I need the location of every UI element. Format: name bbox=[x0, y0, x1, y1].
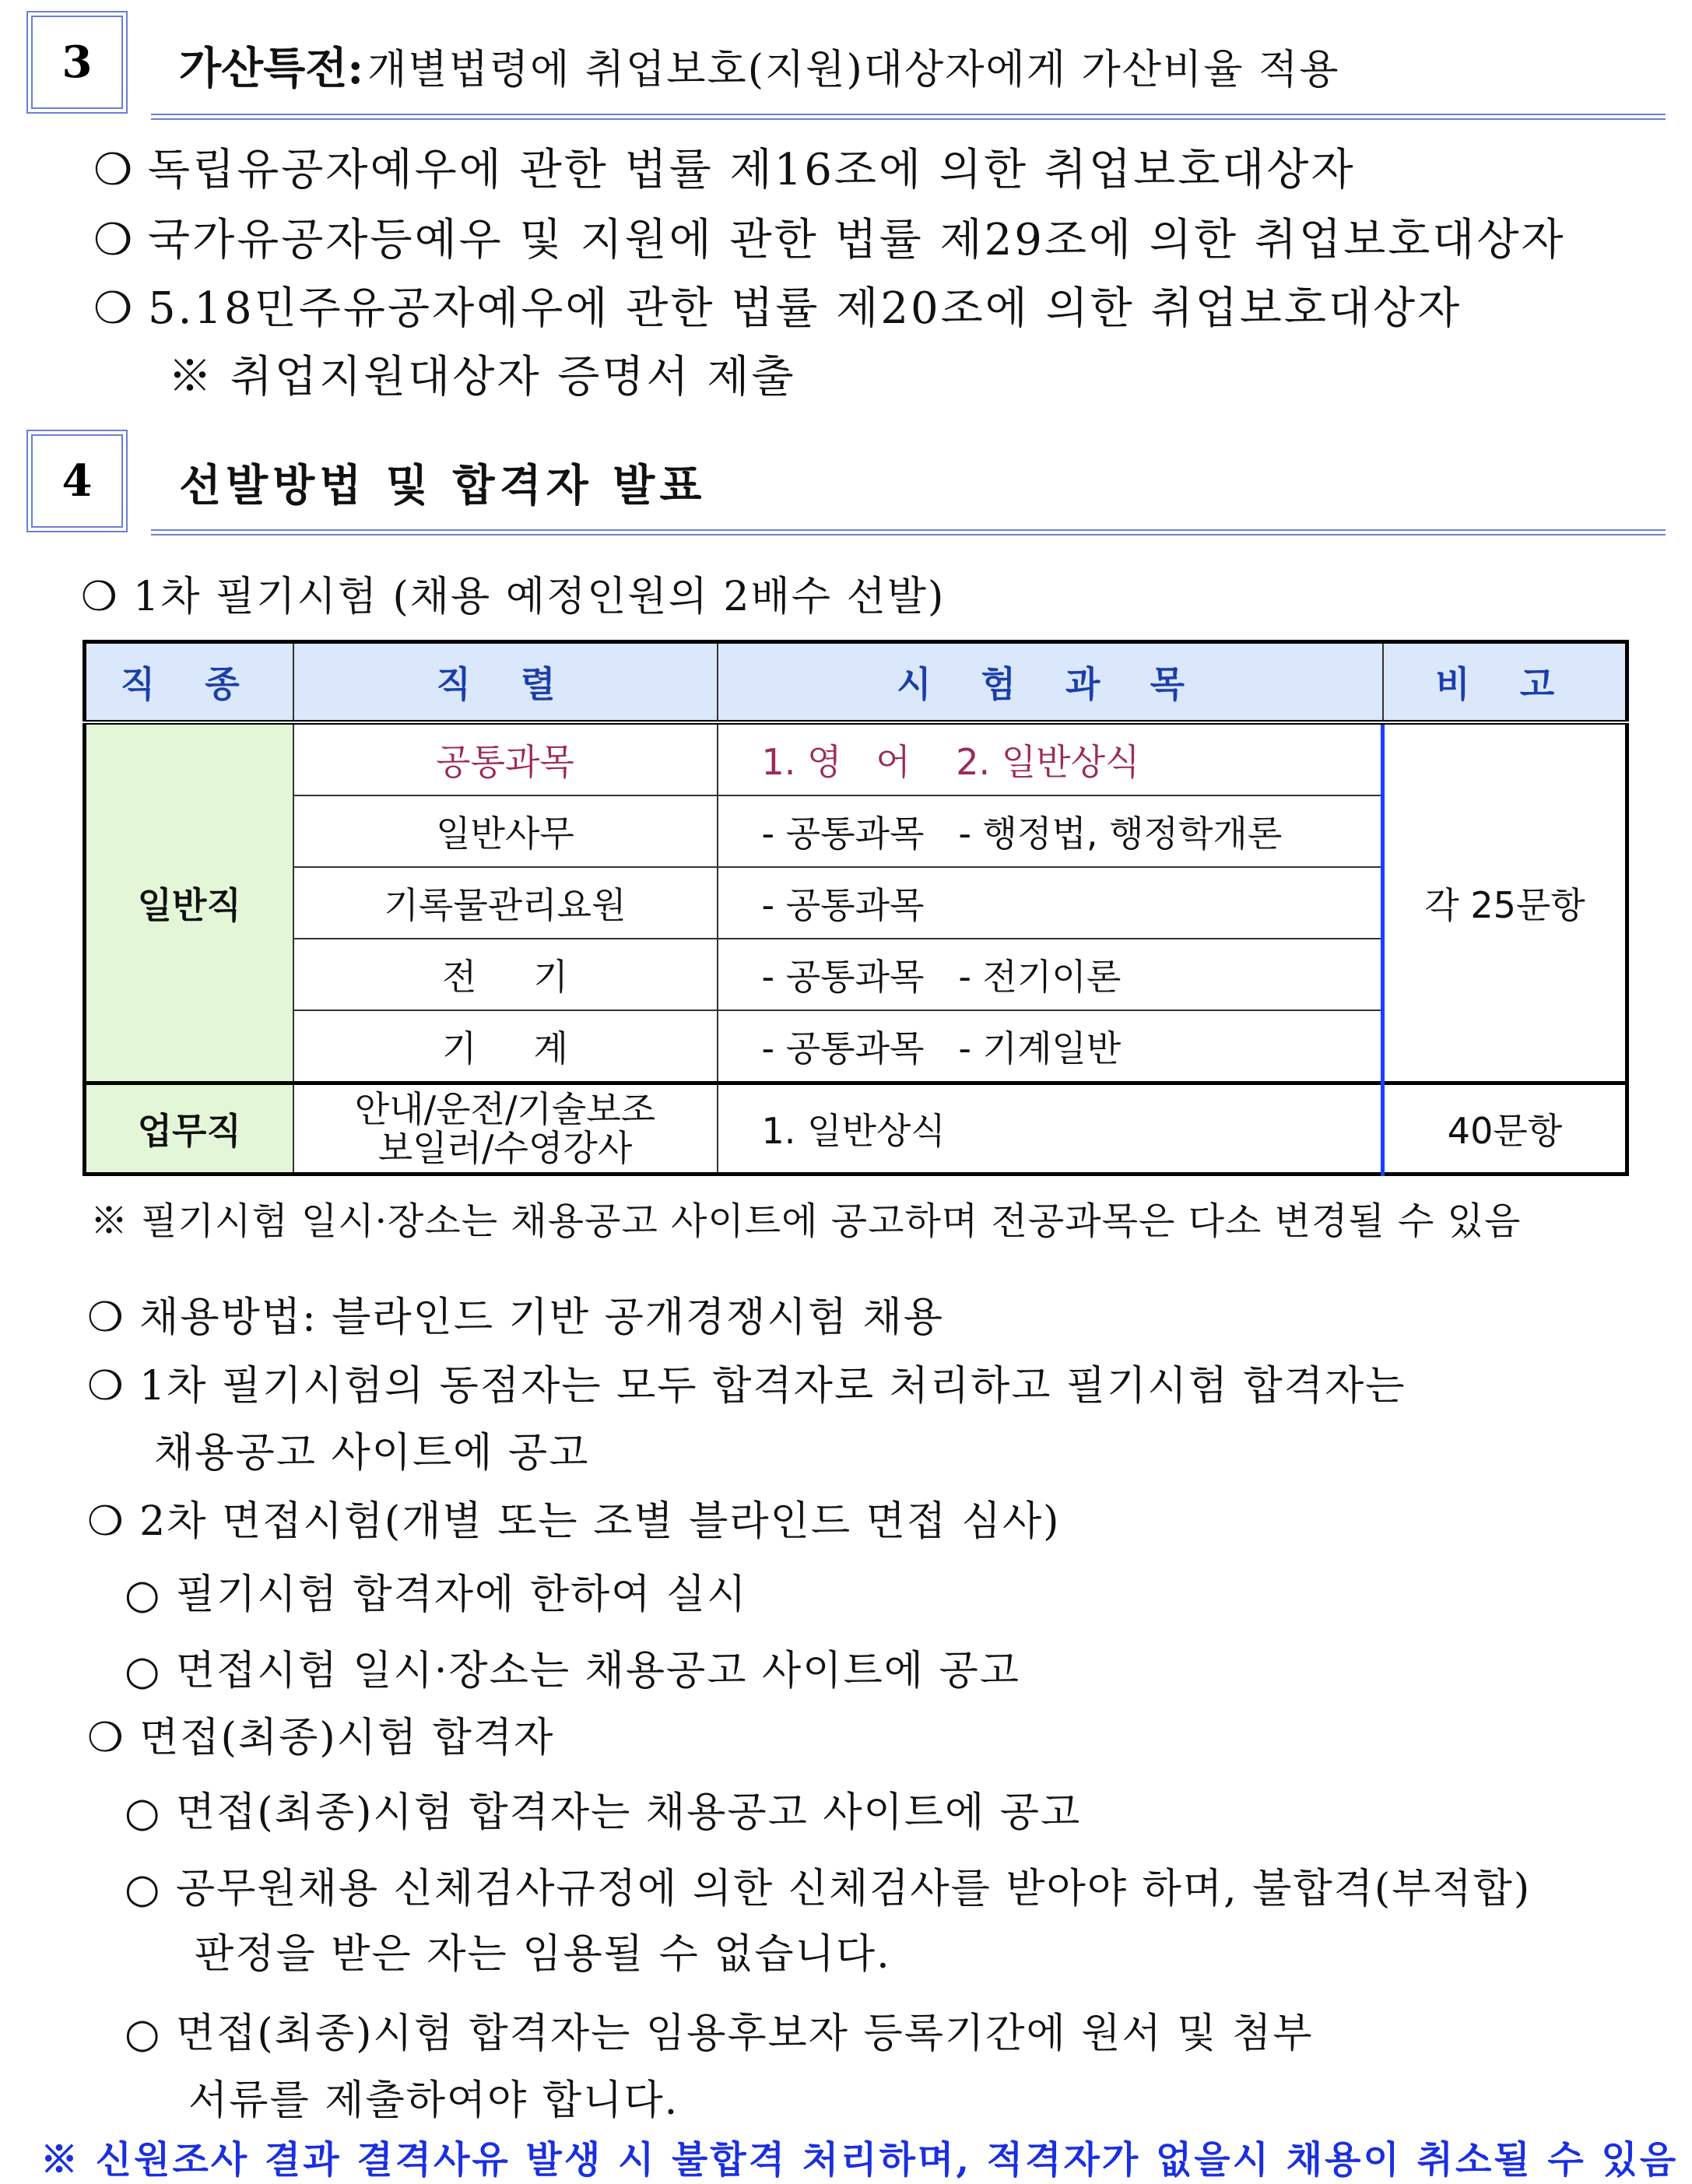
subjects-cell: 1. 영 어 2. 일반상식 bbox=[718, 722, 1383, 795]
item-text: 5.18민주유공자예우에 관한 법률 제20조에 의한 취업보호대상자 bbox=[148, 283, 1462, 334]
section3-number: 3 bbox=[61, 37, 93, 88]
item-text: 독립유공자예우에 관한 법률 제16조에 의한 취업보호대상자 bbox=[148, 145, 1356, 195]
group-general: 일반직 bbox=[85, 722, 293, 1083]
section3-item-3 bbox=[93, 274, 1462, 336]
section3-item-1 bbox=[93, 135, 1356, 198]
section4-title: 선발방법 및 합격자 발표 bbox=[179, 460, 707, 511]
first-exam-heading: ❍ 1차 필기시험 (채용 예정인원의 2배수 선발) bbox=[81, 574, 946, 620]
bottom-warning-note: ※ 신원조사 결과 결격사유 발생 시 불합격 처리하며, 적격자가 없을시 채용이 취소될 수 있음 bbox=[40, 2138, 1679, 2182]
subjects-cell: 1. 일반상식 bbox=[718, 1083, 1383, 1175]
header-job-series: 직 렬 bbox=[293, 642, 718, 723]
interview-sub-1: ○ 필기시험 합격자에 한하여 실시 bbox=[125, 1571, 748, 1618]
section3-subtitle: 개별법령에 취업보호(지원)대상자에게 가산비율 적용 bbox=[367, 47, 1340, 93]
exam-subject-table bbox=[82, 640, 1629, 1176]
series-cell: 기 계 bbox=[293, 1010, 718, 1083]
section4-number-box bbox=[26, 430, 128, 532]
subjects-cell: - 공통과목 - 전기이론 bbox=[718, 939, 1383, 1010]
final-sub-2-line-1: ○ 공무원채용 신체검사규정에 의한 신체검사를 받아야 하며, 불합격(부적합) bbox=[125, 1866, 1532, 1912]
final-sub-3-line-2: 서류를 제출하여야 합니다. bbox=[188, 2077, 679, 2124]
section3-number-box bbox=[26, 11, 128, 114]
item-text: 국가유공자등예우 및 지원에 관한 법률 제29조에 의한 취업보호대상자 bbox=[148, 215, 1566, 265]
series-cell bbox=[293, 1083, 718, 1175]
header-subjects: 시 험 과 목 bbox=[718, 642, 1383, 723]
final-sub-1: ○ 면접(최종)시험 합격자는 채용공고 사이트에 공고 bbox=[125, 1789, 1082, 1836]
section3-item-2 bbox=[93, 205, 1566, 268]
final-line: ❍ 면접(최종)시험 합격자 bbox=[87, 1715, 555, 1761]
remarks-business: 40문항 bbox=[1383, 1083, 1627, 1175]
series-line-1: 안내/운전/기술보조 bbox=[354, 1088, 656, 1130]
final-sub-2-line-2: 판정을 받은 자는 임용될 수 없습니다. bbox=[195, 1931, 891, 1978]
interview-line: ❍ 2차 면접시험(개별 또는 조별 블라인드 면접 심사) bbox=[87, 1498, 1061, 1545]
section4-number: 4 bbox=[61, 455, 93, 507]
series-cell: 공통과목 bbox=[293, 722, 718, 795]
remarks-general: 각 25문항 bbox=[1383, 722, 1627, 1083]
subjects-cell: - 공통과목 - 기계일반 bbox=[718, 1010, 1383, 1083]
final-sub-3-line-1: ○ 면접(최종)시험 합격자는 임용후보자 등록기간에 원서 및 첨부 bbox=[125, 2010, 1314, 2057]
header-job-type: 직 종 bbox=[85, 642, 293, 723]
header-remarks: 비 고 bbox=[1383, 642, 1627, 723]
section3-underline bbox=[151, 114, 1666, 115]
subjects-cell: - 공통과목 - 행정법, 행정학개론 bbox=[718, 795, 1383, 867]
circle-bullet-icon: ❍ bbox=[93, 283, 135, 334]
section3-note: ※ 취업지원대상자 증명서 제출 bbox=[168, 352, 796, 402]
table-row bbox=[85, 1083, 1627, 1175]
table-footnote: ※ 필기시험 일시·장소는 채용공고 사이트에 공고하며 전공과목은 다소 변경될 수 있음 bbox=[90, 1199, 1522, 1243]
series-cell: 전 기 bbox=[293, 939, 718, 1010]
table-row bbox=[85, 722, 1627, 795]
tie-line-2: 채용공고 사이트에 공고 bbox=[154, 1430, 590, 1476]
section4-underline bbox=[151, 529, 1666, 531]
section3-title: 가산특전: bbox=[179, 43, 364, 94]
series-cell: 기록물관리요원 bbox=[293, 867, 718, 939]
table-header-row bbox=[85, 642, 1627, 723]
group-business: 업무직 bbox=[85, 1083, 293, 1175]
method-line: ❍ 채용방법: 블라인드 기반 공개경쟁시험 채용 bbox=[87, 1294, 944, 1341]
circle-bullet-icon: ❍ bbox=[93, 145, 135, 195]
tie-line-1: ❍ 1차 필기시험의 동점자는 모두 합격자로 처리하고 필기시험 합격자는 bbox=[87, 1363, 1406, 1410]
section3-heading bbox=[179, 34, 1339, 97]
series-line-2: 보일러/수영강사 bbox=[377, 1127, 633, 1169]
interview-sub-2: ○ 면접시험 일시·장소는 채용공고 사이트에 공고 bbox=[125, 1648, 1020, 1694]
circle-bullet-icon: ❍ bbox=[93, 215, 135, 265]
subjects-cell: - 공통과목 bbox=[718, 867, 1383, 939]
series-cell: 일반사무 bbox=[293, 795, 718, 867]
